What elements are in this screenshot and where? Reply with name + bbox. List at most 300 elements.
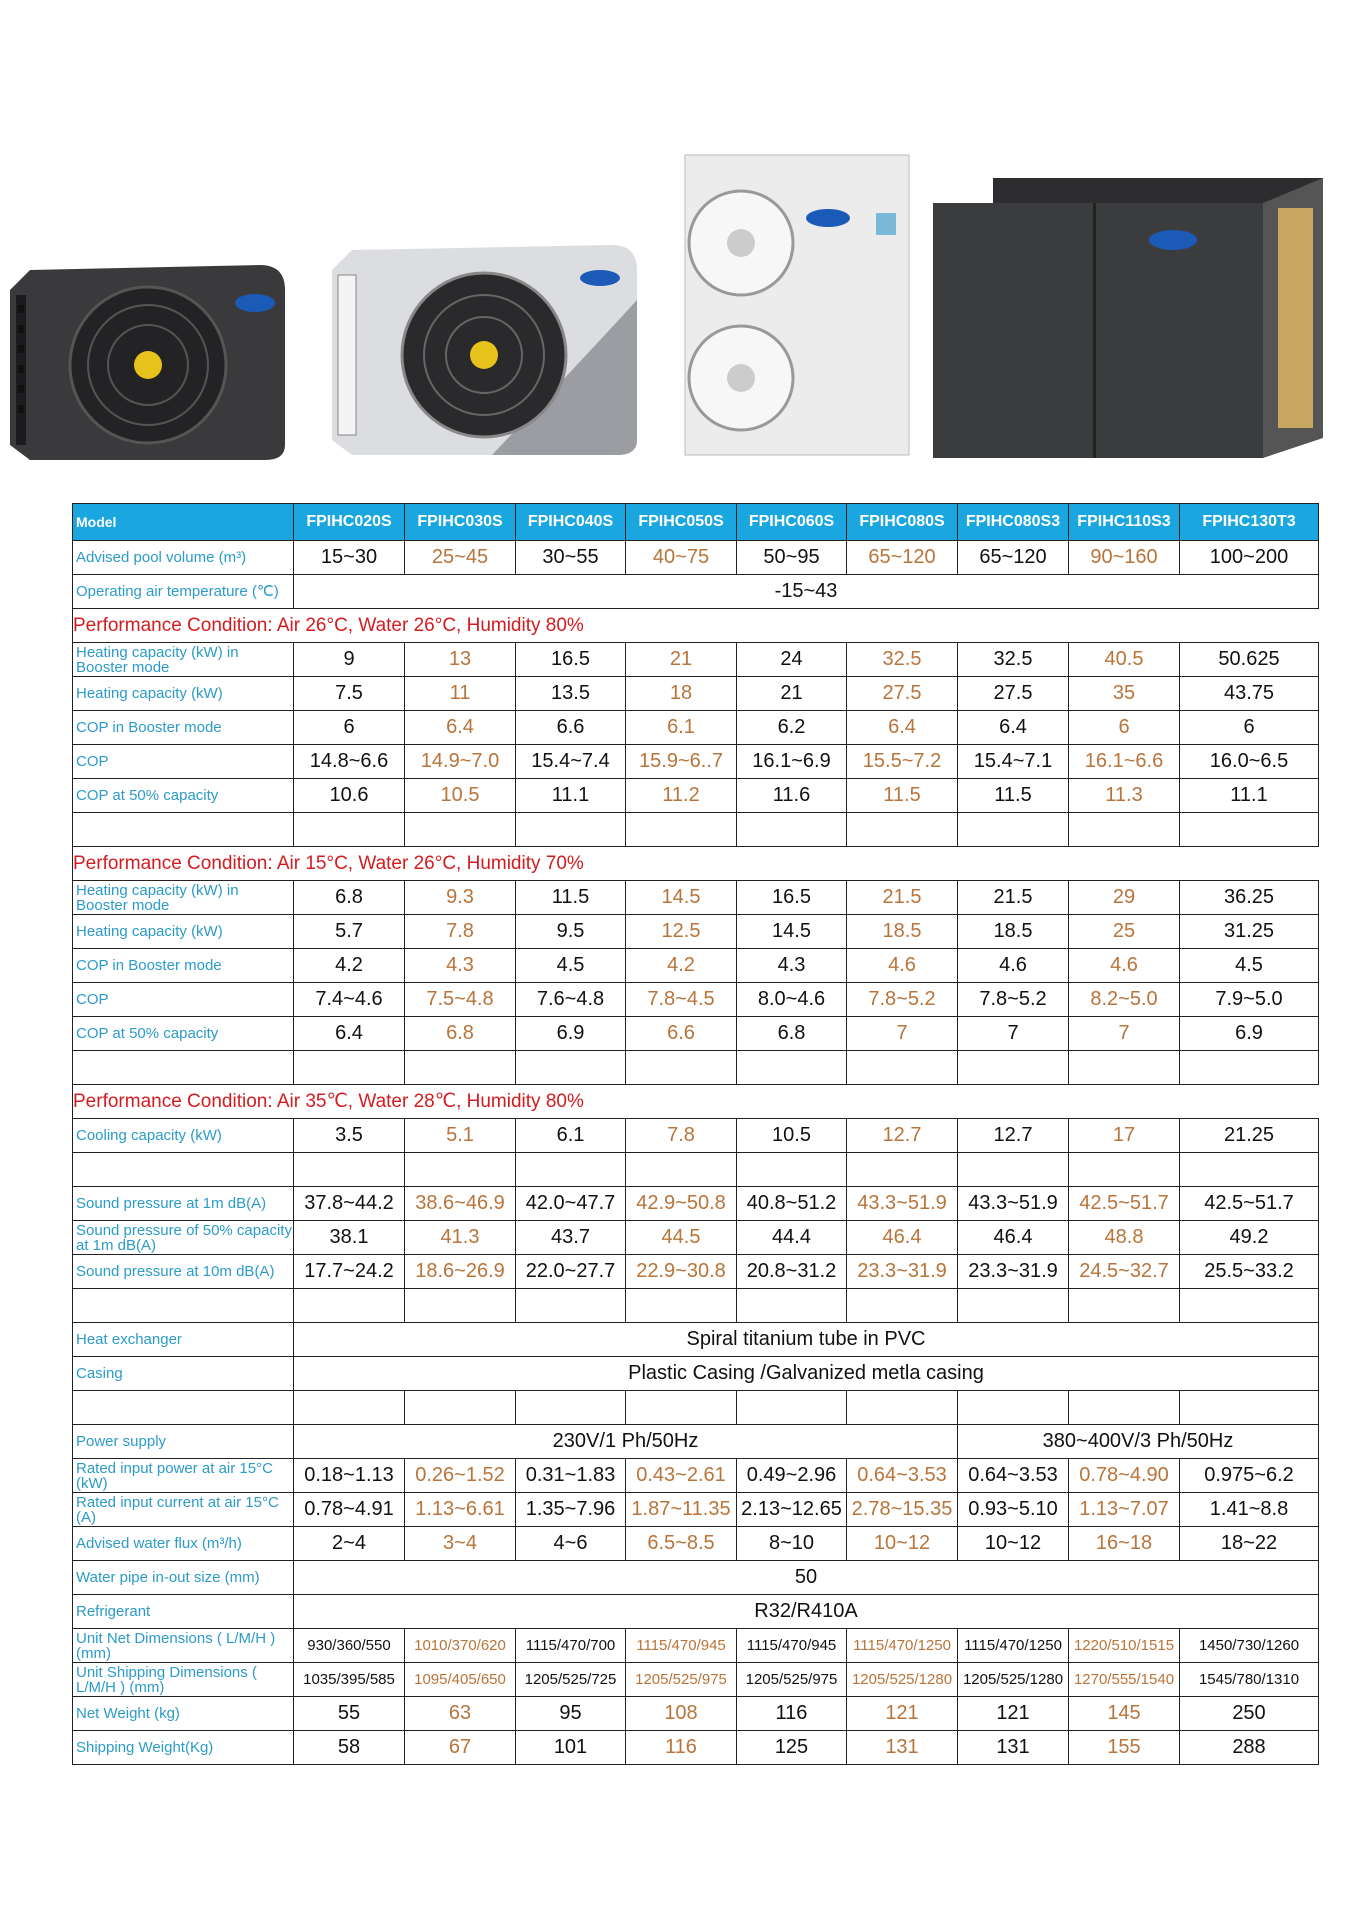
value-cell: 6.9 [516, 1017, 626, 1051]
model-header: FPIHC110S3 [1069, 504, 1180, 541]
value-cell: 380~400V/3 Ph/50Hz [958, 1425, 1319, 1459]
value-cell: 10.5 [405, 779, 516, 813]
empty-cell [294, 1153, 405, 1187]
model-header: FPIHC020S [294, 504, 405, 541]
empty-cell [1180, 1051, 1319, 1085]
value-cell: 108 [626, 1697, 737, 1731]
model-header: FPIHC050S [626, 504, 737, 541]
value-cell: 36.25 [1180, 881, 1319, 915]
value-cell: 4.3 [405, 949, 516, 983]
value-cell: 250 [1180, 1697, 1319, 1731]
value-cell: 4.6 [847, 949, 958, 983]
value-cell: 27.5 [958, 677, 1069, 711]
value-cell: 6.2 [737, 711, 847, 745]
value-cell: 0.43~2.61 [626, 1459, 737, 1493]
empty-cell [1069, 813, 1180, 847]
value-cell: 0.64~3.53 [847, 1459, 958, 1493]
value-cell: 3.5 [294, 1119, 405, 1153]
row-label: Net Weight (kg) [73, 1697, 294, 1731]
section-title: Performance Condition: Air 15°C, Water 26°C, Humidity 70% [73, 847, 1319, 881]
empty-cell [516, 813, 626, 847]
row-cond2-heat [73, 915, 1319, 949]
value-cell: 65~120 [847, 541, 958, 575]
value-cell: 116 [737, 1697, 847, 1731]
empty-cell [73, 1153, 294, 1187]
value-cell: 0.18~1.13 [294, 1459, 405, 1493]
blank-row [73, 813, 1319, 847]
value-cell: 44.5 [626, 1221, 737, 1255]
value-cell: 6.4 [405, 711, 516, 745]
value-cell: 67 [405, 1731, 516, 1765]
value-cell: 15.4~7.1 [958, 745, 1069, 779]
value-cell: 11.6 [737, 779, 847, 813]
row-label: Heating capacity (kW) [73, 915, 294, 949]
value-cell: 1.41~8.8 [1180, 1493, 1319, 1527]
empty-cell [626, 1153, 737, 1187]
value-cell: 30~55 [516, 541, 626, 575]
value-cell: -15~43 [294, 575, 1319, 609]
value-cell: 145 [1069, 1697, 1180, 1731]
product-image-white-double-fan [683, 153, 911, 468]
value-cell: 4.6 [1069, 949, 1180, 983]
row-air-temp [73, 575, 1319, 609]
row-label: Rated input current at air 15°C (A) [73, 1493, 294, 1527]
value-cell: 155 [1069, 1731, 1180, 1765]
value-cell: 43.75 [1180, 677, 1319, 711]
value-cell: 131 [958, 1731, 1069, 1765]
value-cell: 6.8 [737, 1017, 847, 1051]
value-cell: 11.5 [847, 779, 958, 813]
model-label: Model [73, 504, 294, 541]
value-cell: 18 [626, 677, 737, 711]
value-cell: 9.3 [405, 881, 516, 915]
row-label: Power supply [73, 1425, 294, 1459]
value-cell: 6.4 [294, 1017, 405, 1051]
empty-cell [958, 1153, 1069, 1187]
row-label: Rated input power at air 15°C (kW) [73, 1459, 294, 1493]
empty-cell [1069, 1153, 1180, 1187]
value-cell: Spiral titanium tube in PVC [294, 1323, 1319, 1357]
value-cell: 29 [1069, 881, 1180, 915]
value-cell: 25.5~33.2 [1180, 1255, 1319, 1289]
model-header: FPIHC030S [405, 504, 516, 541]
row-label: Shipping Weight(Kg) [73, 1731, 294, 1765]
value-cell: 25~45 [405, 541, 516, 575]
value-cell: 7.8 [626, 1119, 737, 1153]
empty-cell [516, 1391, 626, 1425]
row-ship_weight [73, 1731, 1319, 1765]
value-cell: 1035/395/585 [294, 1663, 405, 1697]
product-image-silver [332, 240, 640, 460]
value-cell: 7.5 [294, 677, 405, 711]
value-cell: 7.5~4.8 [405, 983, 516, 1017]
row-cond1-heat [73, 677, 1319, 711]
value-cell: 21 [626, 643, 737, 677]
value-cell: 21.25 [1180, 1119, 1319, 1153]
value-cell: 18.5 [958, 915, 1069, 949]
value-cell: 4.6 [958, 949, 1069, 983]
value-cell: 1115/470/1250 [847, 1629, 958, 1663]
value-cell: 13.5 [516, 677, 626, 711]
value-cell: 1205/525/1280 [958, 1663, 1069, 1697]
row-input_power [73, 1459, 1319, 1493]
row-input_current [73, 1493, 1319, 1527]
empty-cell [958, 1391, 1069, 1425]
row-power-supply [73, 1425, 1319, 1459]
row-cond1-heat_booster [73, 643, 1319, 677]
value-cell: 44.4 [737, 1221, 847, 1255]
value-cell: 11.1 [516, 779, 626, 813]
product-image-dark-small [10, 255, 290, 465]
row-label: Casing [73, 1357, 294, 1391]
empty-cell [847, 813, 958, 847]
empty-cell [294, 1289, 405, 1323]
row-label: Operating air temperature (℃) [73, 575, 294, 609]
empty-cell [1069, 1051, 1180, 1085]
value-cell: 7 [1069, 1017, 1180, 1051]
value-cell: 16~18 [1069, 1527, 1180, 1561]
empty-cell [1180, 1391, 1319, 1425]
section-title-row [73, 609, 1319, 643]
empty-cell [626, 813, 737, 847]
value-cell: 8.2~5.0 [1069, 983, 1180, 1017]
value-cell: 7.8 [405, 915, 516, 949]
empty-cell [405, 1153, 516, 1187]
empty-cell [1069, 1391, 1180, 1425]
value-cell: 16.0~6.5 [1180, 745, 1319, 779]
value-cell: 46.4 [958, 1221, 1069, 1255]
empty-cell [294, 1051, 405, 1085]
model-header: FPIHC040S [516, 504, 626, 541]
value-cell: 4.2 [294, 949, 405, 983]
row-label: COP at 50% capacity [73, 779, 294, 813]
row-label: Advised pool volume (m³) [73, 541, 294, 575]
value-cell: 63 [405, 1697, 516, 1731]
value-cell: 6.1 [516, 1119, 626, 1153]
empty-cell [737, 1051, 847, 1085]
value-cell: 22.9~30.8 [626, 1255, 737, 1289]
value-cell: 49.2 [1180, 1221, 1319, 1255]
value-cell: 23.3~31.9 [847, 1255, 958, 1289]
row-label: COP [73, 983, 294, 1017]
row-label: COP at 50% capacity [73, 1017, 294, 1051]
value-cell: 6.6 [516, 711, 626, 745]
empty-cell [626, 1289, 737, 1323]
value-cell: 11.5 [516, 881, 626, 915]
row-label: COP in Booster mode [73, 949, 294, 983]
section-title: Performance Condition: Air 35℃, Water 28℃, Humidity 80% [73, 1085, 1319, 1119]
value-cell: 42.0~47.7 [516, 1187, 626, 1221]
value-cell: 5.1 [405, 1119, 516, 1153]
value-cell: 1.13~7.07 [1069, 1493, 1180, 1527]
empty-cell [516, 1289, 626, 1323]
value-cell: 42.9~50.8 [626, 1187, 737, 1221]
value-cell: 43.7 [516, 1221, 626, 1255]
value-cell: 7 [847, 1017, 958, 1051]
row-label: Sound pressure at 10m dB(A) [73, 1255, 294, 1289]
value-cell: 24 [737, 643, 847, 677]
row-label: Unit Shipping Dimensions ( L/M/H ) (mm) [73, 1663, 294, 1697]
blank-row [73, 1153, 1319, 1187]
value-cell: 18~22 [1180, 1527, 1319, 1561]
value-cell: 25 [1069, 915, 1180, 949]
value-cell: 42.5~51.7 [1069, 1187, 1180, 1221]
value-cell: 95 [516, 1697, 626, 1731]
row-net_weight [73, 1697, 1319, 1731]
value-cell: 4.2 [626, 949, 737, 983]
value-cell: 20.8~31.2 [737, 1255, 847, 1289]
value-cell: 46.4 [847, 1221, 958, 1255]
value-cell: 0.64~3.53 [958, 1459, 1069, 1493]
empty-cell [1180, 1289, 1319, 1323]
value-cell: 38.1 [294, 1221, 405, 1255]
value-cell: 22.0~27.7 [516, 1255, 626, 1289]
value-cell: 7.8~5.2 [847, 983, 958, 1017]
value-cell: 0.78~4.91 [294, 1493, 405, 1527]
row-label: Sound pressure at 1m dB(A) [73, 1187, 294, 1221]
value-cell: 116 [626, 1731, 737, 1765]
empty-cell [847, 1051, 958, 1085]
value-cell: 40~75 [626, 541, 737, 575]
row-label: Sound pressure of 50% capacity at 1m dB(A) [73, 1221, 294, 1255]
spec-table [72, 503, 1319, 1765]
value-cell: 131 [847, 1731, 958, 1765]
empty-cell [737, 813, 847, 847]
value-cell: 21.5 [958, 881, 1069, 915]
blank-row [73, 1289, 1319, 1323]
empty-cell [737, 1153, 847, 1187]
row-label: COP [73, 745, 294, 779]
value-cell: 3~4 [405, 1527, 516, 1561]
row-label: Heating capacity (kW) in Booster mode [73, 881, 294, 915]
row-cond2-heat_booster [73, 881, 1319, 915]
value-cell: 41.3 [405, 1221, 516, 1255]
value-cell: 14.5 [737, 915, 847, 949]
value-cell: 90~160 [1069, 541, 1180, 575]
value-cell: 1115/470/945 [626, 1629, 737, 1663]
empty-cell [516, 1051, 626, 1085]
model-header: FPIHC060S [737, 504, 847, 541]
row-net_dim [73, 1629, 1319, 1663]
value-cell: 1.87~11.35 [626, 1493, 737, 1527]
value-cell: 4~6 [516, 1527, 626, 1561]
value-cell: 1115/470/945 [737, 1629, 847, 1663]
value-cell: 121 [847, 1697, 958, 1731]
row-sound50 [73, 1221, 1319, 1255]
row-heat_exchanger [73, 1323, 1319, 1357]
value-cell: 11.3 [1069, 779, 1180, 813]
value-cell: Plastic Casing /Galvanized metla casing [294, 1357, 1319, 1391]
empty-cell [737, 1391, 847, 1425]
model-header: FPIHC080S3 [958, 504, 1069, 541]
value-cell: 1270/555/1540 [1069, 1663, 1180, 1697]
empty-cell [405, 1289, 516, 1323]
value-cell: 8.0~4.6 [737, 983, 847, 1017]
value-cell: 11.1 [1180, 779, 1319, 813]
value-cell: 43.3~51.9 [847, 1187, 958, 1221]
value-cell: 17.7~24.2 [294, 1255, 405, 1289]
value-cell: 10~12 [847, 1527, 958, 1561]
value-cell: 4.5 [516, 949, 626, 983]
value-cell: 7.8~4.5 [626, 983, 737, 1017]
value-cell: 0.31~1.83 [516, 1459, 626, 1493]
empty-cell [626, 1051, 737, 1085]
value-cell: 58 [294, 1731, 405, 1765]
value-cell: 10~12 [958, 1527, 1069, 1561]
value-cell: 31.25 [1180, 915, 1319, 949]
value-cell: 15.9~6..7 [626, 745, 737, 779]
value-cell: 1.13~6.61 [405, 1493, 516, 1527]
value-cell: 6 [294, 711, 405, 745]
value-cell: 1095/405/650 [405, 1663, 516, 1697]
value-cell: 7.8~5.2 [958, 983, 1069, 1017]
row-label: Water pipe in-out size (mm) [73, 1561, 294, 1595]
empty-cell [847, 1391, 958, 1425]
value-cell: 27.5 [847, 677, 958, 711]
empty-cell [847, 1153, 958, 1187]
value-cell: 1205/525/1280 [847, 1663, 958, 1697]
value-cell: 1545/780/1310 [1180, 1663, 1319, 1697]
value-cell: 1205/525/975 [626, 1663, 737, 1697]
value-cell: 1.35~7.96 [516, 1493, 626, 1527]
value-cell: 11.2 [626, 779, 737, 813]
value-cell: 23.3~31.9 [958, 1255, 1069, 1289]
row-sound1m [73, 1187, 1319, 1221]
value-cell: 100~200 [1180, 541, 1319, 575]
value-cell: 50~95 [737, 541, 847, 575]
row-sound10m [73, 1255, 1319, 1289]
blank-row [73, 1391, 1319, 1425]
section-title: Performance Condition: Air 26°C, Water 26°C, Humidity 80% [73, 609, 1319, 643]
empty-cell [1180, 1153, 1319, 1187]
value-cell: 0.78~4.90 [1069, 1459, 1180, 1493]
row-cond1-cop50 [73, 779, 1319, 813]
row-cond2-cop_booster [73, 949, 1319, 983]
value-cell: 43.3~51.9 [958, 1187, 1069, 1221]
value-cell: 7.4~4.6 [294, 983, 405, 1017]
value-cell: 1220/510/1515 [1069, 1629, 1180, 1663]
empty-cell [73, 813, 294, 847]
header-row [73, 504, 1319, 541]
value-cell: 930/360/550 [294, 1629, 405, 1663]
row-cond1-cop_booster [73, 711, 1319, 745]
empty-cell [405, 1391, 516, 1425]
value-cell: 6.9 [1180, 1017, 1319, 1051]
empty-cell [626, 1391, 737, 1425]
value-cell: 14.5 [626, 881, 737, 915]
value-cell: 6.4 [847, 711, 958, 745]
value-cell: 0.26~1.52 [405, 1459, 516, 1493]
value-cell: 6.8 [405, 1017, 516, 1051]
row-ship_dim [73, 1663, 1319, 1697]
value-cell: 16.1~6.9 [737, 745, 847, 779]
empty-cell [1069, 1289, 1180, 1323]
row-casing [73, 1357, 1319, 1391]
value-cell: 50.625 [1180, 643, 1319, 677]
value-cell: 5.7 [294, 915, 405, 949]
row-pipe [73, 1561, 1319, 1595]
value-cell: 1115/470/1250 [958, 1629, 1069, 1663]
empty-cell [847, 1289, 958, 1323]
value-cell: 288 [1180, 1731, 1319, 1765]
value-cell: 2.13~12.65 [737, 1493, 847, 1527]
value-cell: 35 [1069, 677, 1180, 711]
row-cond1-cop [73, 745, 1319, 779]
value-cell: 6.1 [626, 711, 737, 745]
value-cell: 1205/525/975 [737, 1663, 847, 1697]
value-cell: 38.6~46.9 [405, 1187, 516, 1221]
value-cell: 55 [294, 1697, 405, 1731]
model-header: FPIHC130T3 [1180, 504, 1319, 541]
value-cell: 50 [294, 1561, 1319, 1595]
value-cell: 0.975~6.2 [1180, 1459, 1319, 1493]
blank-row [73, 1051, 1319, 1085]
row-cond3-cooling [73, 1119, 1319, 1153]
value-cell: 1205/525/725 [516, 1663, 626, 1697]
value-cell: 15.5~7.2 [847, 745, 958, 779]
value-cell: 18.6~26.9 [405, 1255, 516, 1289]
value-cell: 17 [1069, 1119, 1180, 1153]
value-cell: 24.5~32.7 [1069, 1255, 1180, 1289]
value-cell: 14.8~6.6 [294, 745, 405, 779]
value-cell: 12.7 [958, 1119, 1069, 1153]
row-cond2-cop50 [73, 1017, 1319, 1051]
value-cell: 2~4 [294, 1527, 405, 1561]
empty-cell [1180, 813, 1319, 847]
value-cell: 21.5 [847, 881, 958, 915]
value-cell: 6 [1180, 711, 1319, 745]
value-cell: 7.9~5.0 [1180, 983, 1319, 1017]
value-cell: 14.9~7.0 [405, 745, 516, 779]
value-cell: 9.5 [516, 915, 626, 949]
empty-cell [73, 1289, 294, 1323]
value-cell: 40.5 [1069, 643, 1180, 677]
empty-cell [73, 1051, 294, 1085]
value-cell: 37.8~44.2 [294, 1187, 405, 1221]
empty-cell [958, 813, 1069, 847]
product-image-large-commercial [933, 178, 1326, 468]
row-pool_volume [73, 541, 1319, 575]
row-label: Heat exchanger [73, 1323, 294, 1357]
value-cell: 16.5 [516, 643, 626, 677]
value-cell: 101 [516, 1731, 626, 1765]
section-title-row [73, 847, 1319, 881]
value-cell: 7 [958, 1017, 1069, 1051]
value-cell: 65~120 [958, 541, 1069, 575]
empty-cell [405, 813, 516, 847]
value-cell: 21 [737, 677, 847, 711]
row-refrigerant [73, 1595, 1319, 1629]
empty-cell [958, 1289, 1069, 1323]
value-cell: 4.5 [1180, 949, 1319, 983]
row-label: Cooling capacity (kW) [73, 1119, 294, 1153]
value-cell: 0.49~2.96 [737, 1459, 847, 1493]
empty-cell [958, 1051, 1069, 1085]
row-label: Heating capacity (kW) [73, 677, 294, 711]
value-cell: 11 [405, 677, 516, 711]
row-label: Heating capacity (kW) in Booster mode [73, 643, 294, 677]
row-water_flux [73, 1527, 1319, 1561]
value-cell: 6.5~8.5 [626, 1527, 737, 1561]
value-cell: 10.6 [294, 779, 405, 813]
empty-cell [294, 813, 405, 847]
value-cell: 9 [294, 643, 405, 677]
value-cell: 6.4 [958, 711, 1069, 745]
empty-cell [737, 1289, 847, 1323]
value-cell: R32/R410A [294, 1595, 1319, 1629]
value-cell: 6.8 [294, 881, 405, 915]
value-cell: 40.8~51.2 [737, 1187, 847, 1221]
